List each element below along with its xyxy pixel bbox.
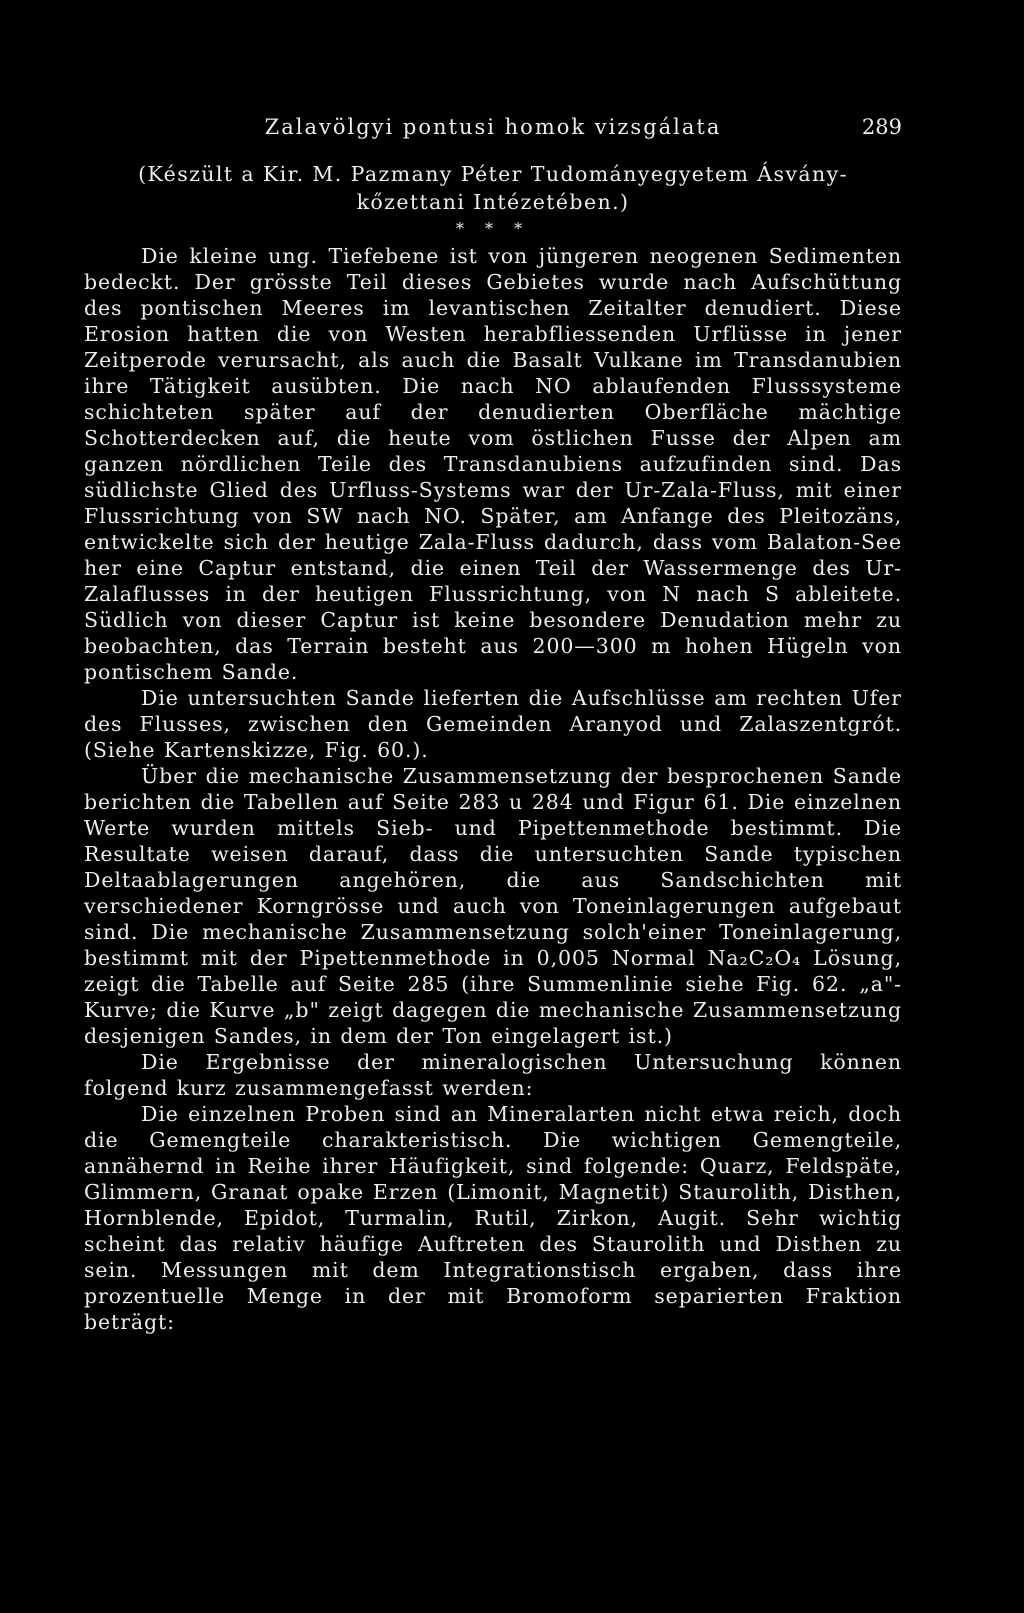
paragraph-results-intro: Die Ergebnisse der mineralogischen Untersuchung können folgend kurz zusammengefasst werden: xyxy=(84,1050,902,1100)
page-header xyxy=(84,110,902,144)
paragraph-mechanical-composition: Über die mechanische Zusammensetzung der besprochenen Sande berichten die Tabellen auf Seite 283 u 284 und Figur 61. Die einzelnen Werte wurden mittels Sieb- und Pipettenmethode bestimmt. Die Resultate weisen darauf, dass die untersuchten Sande typischen Deltaablagerungen angehören, die aus Sandschichten mit verschiedener Korngrösse und auch von Toneinlagerungen aufgebaut sind. Die mechanische Zusammensetzung solch'einer Toneinlagerung, bestimmt mit der Pipettenmethode in 0,005 Normal Na₂C₂O₄ Lösung, zeigt die Tabelle auf Seite 285 (ihre Summenlinie siehe Fig. 62. „a"-Kurve; die Kurve „b" zeigt dagegen die mechanische Zusammensetzung desjenigen Sandes, in dem der Ton eingelagert ist.) xyxy=(84,764,902,1048)
paragraph-location: Die untersuchten Sande lieferten die Aufschlüsse am rechten Ufer des Flusses, zwischen den Gemeinden Aranyod und Zalaszentgrót. (Siehe Kartenskizze, Fig. 60.). xyxy=(84,686,902,762)
paragraph-minerals: Die einzelnen Proben sind an Mineralarten nicht etwa reich, doch die Gemengteile charakteristisch. Die wichtigen Gemengteile, annähernd in Reihe ihrer Häufigkeit, sind folgende: Quarz, Feldspäte, Glimmern, Granat opake Erzen (Limonit, Magnetit) Staurolith, Disthen, Hornblende, Epidot, Turmalin, Rutil, Zirkon, Augit. Sehr wichtig scheint das relativ häufige Auftreten des Staurolith und Disthen zu sein. Messungen mit dem Integrationstisch ergaben, dass ihre prozentuelle Menge in der mit Bromoform separierten Fraktion beträgt: xyxy=(84,1102,902,1334)
institution-note: (Készült a Kir. M. Pazmany Péter Tudományegyetem Ásvány-kőzettani Intézetében.) xyxy=(138,162,848,214)
book-page xyxy=(84,110,902,1335)
asterisk-separator: * * * xyxy=(455,219,531,238)
page-number: 289 xyxy=(861,115,902,139)
running-title: Zalavölgyi pontusi homok vizsgálata xyxy=(264,115,722,139)
paragraph-intro: Die kleine ung. Tiefebene ist von jüngeren neogenen Sedimenten bedeckt. Der grösste Teil dieses Gebietes wurde nach Aufschüttung des pontischen Meeres im levantischen Zeitalter denudiert. Diese Erosion hatten die von Westen herabfliessenden Urflüsse in jener Zeitperode verursacht, als auch die Basalt Vulkane im Transdanubien ihre Tätigkeit ausübten. Die nach NO ablaufenden Flusssysteme schichteten später auf der denudierten Oberfläche mächtige Schotterdecken auf, die heute vom östlichen Fusse der Alpen am ganzen nördlichen Teile des Transdanubiens aufzufinden sind. Das südlichste Glied des Urfluss-Systems war der Ur-Zala-Fluss, mit einer Flussrichtung von SW nach NO. Später, am Anfange des Pleitozäns, entwickelte sich der heutige Zala-Fluss dadurch, dass vom Balaton-See her eine Captur entstand, die einen Teil der Wassermenge des Ur-Zalaflusses in der heutigen Flussrichtung, von N nach S ableitete. Südlich von dieser Captur ist keine besondere Denudation mehr zu beobachten, das Terrain besteht aus 200—300 m hohen Hügeln von pontischem Sande. xyxy=(84,244,902,684)
